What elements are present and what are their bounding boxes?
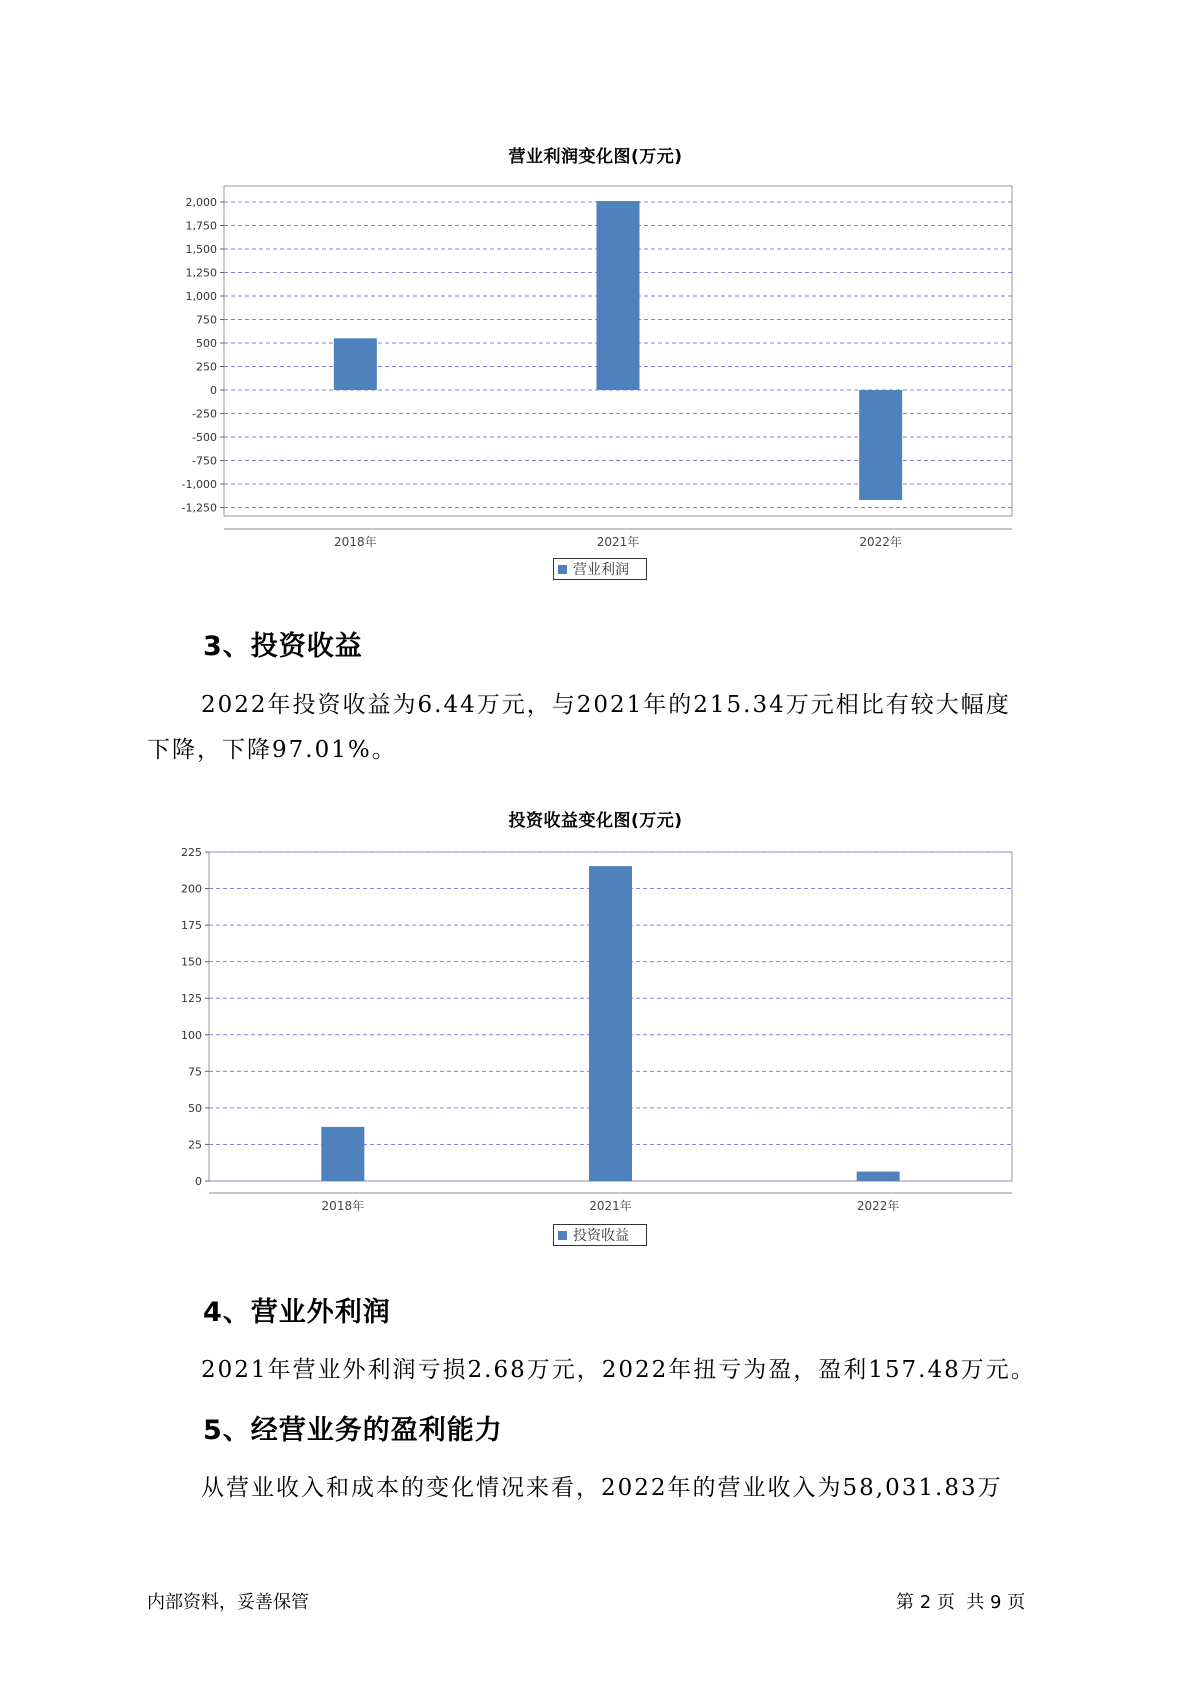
footer-confidential-note: 内部资料，妥善保管 [147, 1592, 309, 1613]
chart2-y-tick-label: 200 [181, 882, 202, 896]
section-5-heading: 5、经营业务的盈利能力 [203, 1415, 503, 1446]
chart2-bar [321, 1127, 364, 1181]
chart1-y-tick-label: 1,250 [185, 266, 217, 280]
chart1-y-tick-label: -750 [192, 454, 217, 468]
chart2-bar [589, 866, 632, 1181]
chart2-legend [553, 1224, 647, 1246]
chart1-y-tick-label: -500 [192, 431, 217, 445]
chart2-y-tick-label: 225 [181, 846, 202, 859]
chart2-y-tick-label: 50 [188, 1101, 202, 1115]
chart1-y-tick-label: -1,000 [181, 478, 217, 492]
chart1-y-tick-label: 250 [196, 360, 217, 374]
chart2-y-tick-label: 175 [181, 919, 202, 933]
chart1-y-tick-label: 1,750 [185, 219, 217, 233]
chart2-x-tick-label: 2018年 [321, 1199, 365, 1213]
section-4-heading: 4、营业外利润 [203, 1297, 391, 1328]
section-3-line-1: 2022年投资收益为6.44万元，与2021年的215.34万元相比有较大幅度 [201, 692, 1011, 718]
chart1-y-tick-label: 750 [196, 313, 217, 327]
chart2-x-tick-label: 2022年 [856, 1199, 900, 1213]
chart1-y-tick-label: -250 [192, 407, 217, 421]
chart1-x-tick-label: 2018年 [334, 535, 377, 549]
chart2-legend-label: 投资收益 [573, 1228, 629, 1244]
chart1-x-tick-label: 2021年 [596, 535, 640, 549]
chart1-title: 营业利润变化图(万元) [508, 147, 683, 167]
chart1-y-tick-label: 0 [210, 384, 217, 398]
chart1-x-tick-label: 2022年 [859, 535, 902, 549]
chart1-y-tick-label: 1,000 [185, 290, 217, 303]
section-3-heading: 3、投资收益 [203, 631, 363, 662]
chart2-x-tick-label: 2021年 [589, 1199, 632, 1213]
chart2-y-tick-label: 75 [188, 1065, 202, 1079]
chart1-y-tick-label: -1,250 [181, 501, 217, 515]
chart1-y-tick-label: 500 [196, 337, 217, 351]
section-5-line-1: 从营业收入和成本的变化情况来看，2022年的营业收入为58,031.83万 [201, 1475, 1003, 1501]
section-3-line-2: 下降，下降97.01%。 [147, 737, 397, 763]
chart1-legend-label: 营业利润 [573, 562, 629, 578]
chart2-y-tick-label: 100 [181, 1028, 202, 1042]
chart2-y-tick-label: 25 [188, 1138, 202, 1152]
chart2-y-tick-label: 150 [181, 955, 202, 969]
chart2-y-tick-label: 0 [195, 1175, 202, 1188]
chart2-y-tick-label: 125 [181, 992, 202, 1006]
chart2-bar [857, 1172, 900, 1181]
section-4-line-1: 2021年营业外利润亏损2.68万元，2022年扭亏为盈，盈利157.48万元。 [201, 1357, 1036, 1383]
chart2-title: 投资收益变化图(万元) [508, 811, 683, 831]
chart1-y-tick-label: 2,000 [185, 195, 217, 209]
chart1-y-tick-label: 1,500 [185, 242, 217, 256]
legend-swatch-icon [558, 1231, 567, 1240]
footer-page-number: 第 2 页 共 9 页 [896, 1592, 1026, 1613]
